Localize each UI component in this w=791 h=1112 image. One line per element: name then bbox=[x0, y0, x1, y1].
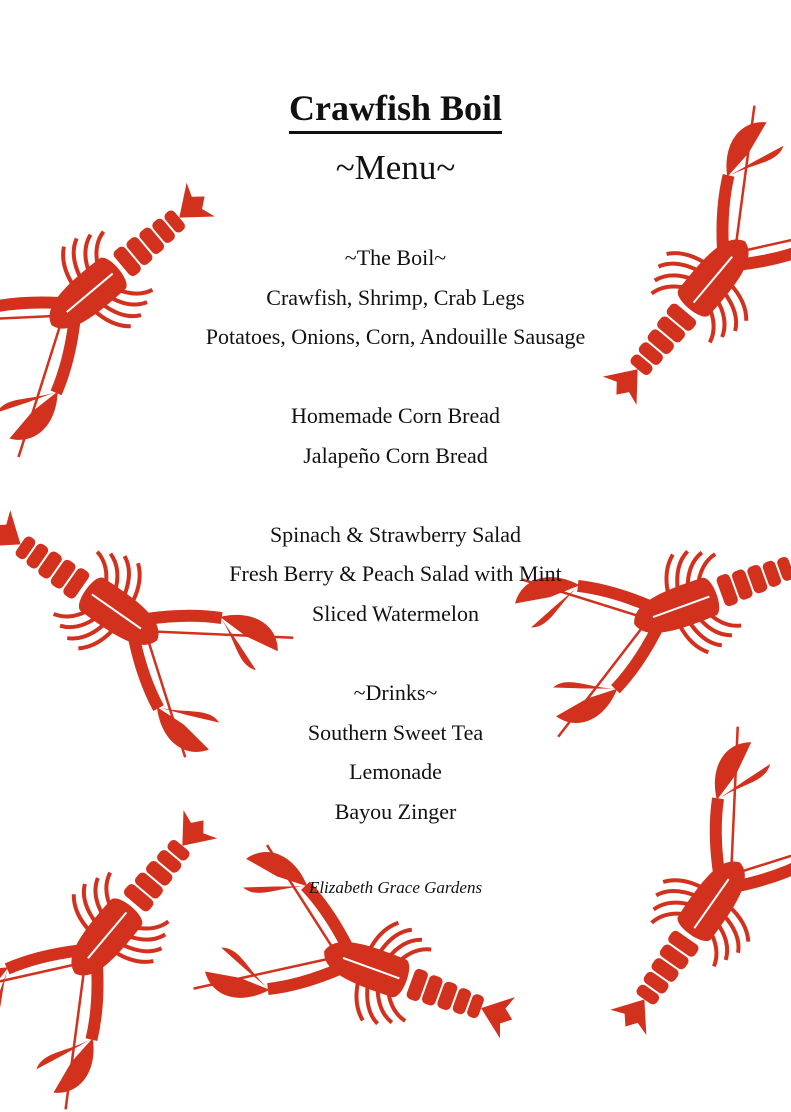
menu-item: Spinach & Strawberry Salad bbox=[269, 522, 522, 547]
menu-item: Lemonade bbox=[349, 759, 442, 784]
boil-heading: ~The Boil~ bbox=[344, 245, 447, 270]
drinks-heading: ~Drinks~ bbox=[353, 680, 438, 705]
menu-item: Homemade Corn Bread bbox=[291, 403, 500, 428]
menu-item: Sliced Watermelon bbox=[311, 601, 480, 626]
menu-item: Southern Sweet Tea bbox=[307, 720, 484, 745]
menu-title-text: Crawfish Boil bbox=[289, 86, 502, 134]
menu-title bbox=[0, 86, 791, 134]
menu-item: Potatoes, Onions, Corn, Andouille Sausage bbox=[205, 324, 586, 349]
menu-item: Fresh Berry & Peach Salad with Mint bbox=[229, 561, 562, 586]
credit-line: Elizabeth Grace Gardens bbox=[308, 878, 483, 897]
menu-item: Jalapeño Corn Bread bbox=[303, 443, 488, 468]
menu-subtitle: ~Menu~ bbox=[335, 148, 456, 187]
menu-item: Bayou Zinger bbox=[334, 799, 457, 824]
menu-item: Crawfish, Shrimp, Crab Legs bbox=[266, 285, 525, 310]
